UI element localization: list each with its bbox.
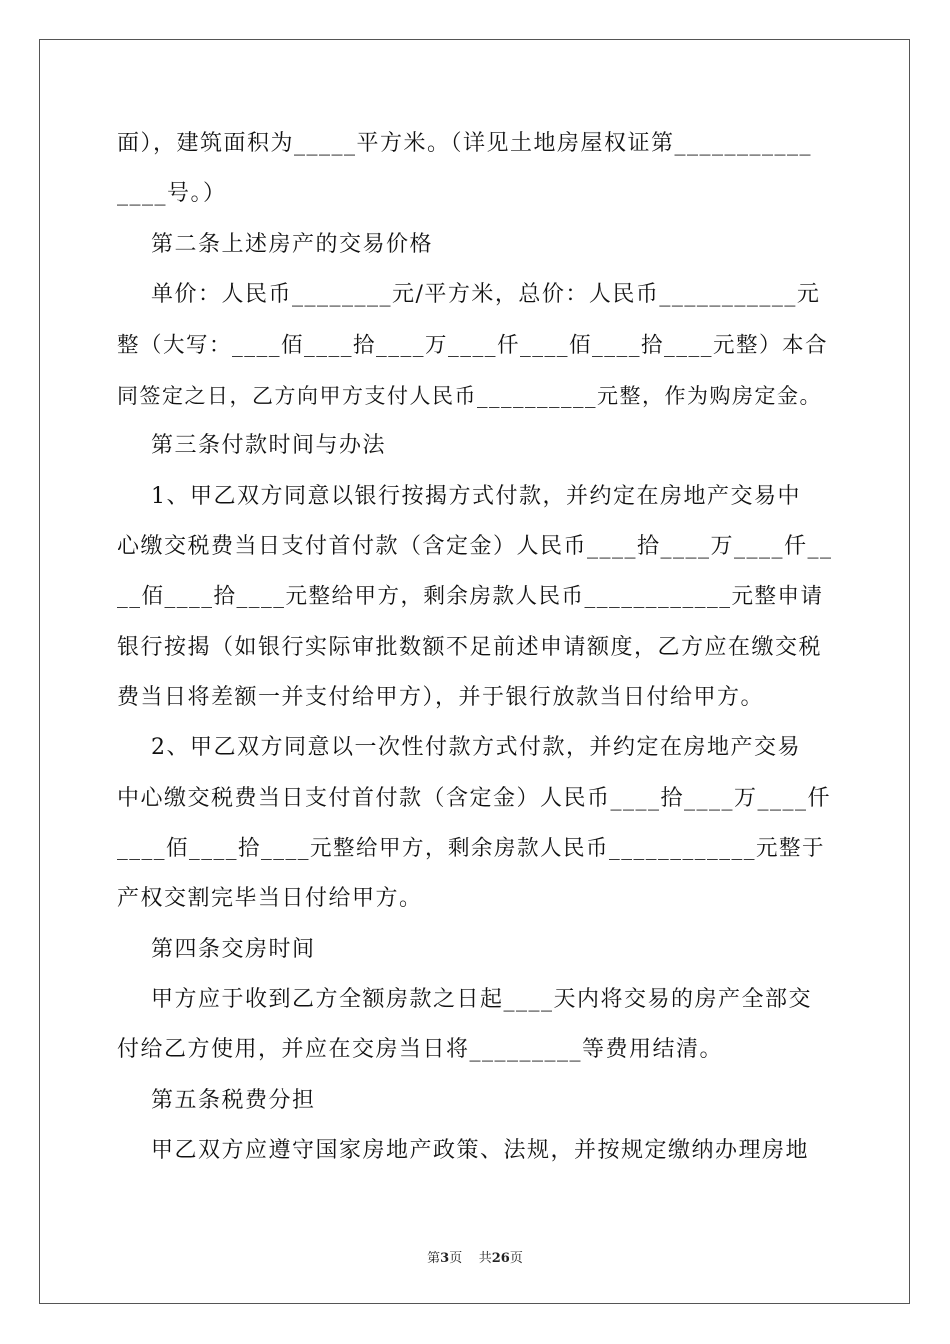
article-heading: 第二条上述房产的交易价格 (117, 232, 433, 257)
current-page-number: 3 (440, 1251, 450, 1266)
total-page-count: 26 (491, 1251, 510, 1266)
text-line: 1、甲乙双方同意以银行按揭方式付款，并约定在房地产交易中 (117, 484, 801, 509)
text-line: 中心缴交税费当日支付首付款（含定金）人民币____拾____万____仟 (117, 786, 832, 811)
text-line: 单价：人民币________元/平方米，总价：人民币___________元 (117, 282, 821, 307)
text-line: 甲乙双方应遵守国家房地产政策、法规，并按规定缴纳办理房地 (117, 1138, 809, 1163)
text-line: 产权交割完毕当日付给甲方。 (117, 886, 423, 911)
text-line: ____号。） (117, 181, 227, 206)
text-line: 同签定之日，乙方向甲方支付人民币__________元整，作为购房定金。 (117, 384, 822, 408)
page-prefix: 第 (427, 1251, 441, 1266)
text-line: 费当日将差额一并支付给甲方），并于银行放款当日付给甲方。 (117, 685, 765, 710)
page-footer (0, 1247, 950, 1266)
total-prefix: 共 (478, 1251, 492, 1266)
text-line: 银行按揭（如银行实际审批数额不足前述申请额度，乙方应在缴交税 (117, 635, 823, 660)
text-line: 心缴交税费当日支付首付款（含定金）人民币____拾____万____仟__ (117, 534, 833, 559)
article-heading: 第四条交房时间 (117, 937, 316, 962)
article-heading: 第五条税费分担 (117, 1088, 316, 1113)
page-suffix: 页 (449, 1251, 463, 1266)
article-heading: 第三条付款时间与办法 (117, 433, 386, 458)
text-line: 2、甲乙双方同意以一次性付款方式付款，并约定在房地产交易 (117, 735, 801, 760)
text-line: 整（大写：____佰____拾____万____仟____佰____拾____元整）本合 (117, 333, 829, 358)
text-line: 面），建筑面积为_____平方米。（详见土地房屋权证第___________ (117, 131, 813, 156)
text-line: 甲方应于收到乙方全额房款之日起____天内将交易的房产全部交 (117, 987, 812, 1012)
total-suffix: 页 (509, 1251, 523, 1266)
text-line: ____佰____拾____元整给甲方，剩余房款人民币____________元整于 (117, 836, 826, 861)
text-line: 付给乙方使用，并应在交房当日将_________等费用结清。 (117, 1037, 724, 1062)
text-line: __佰____拾____元整给甲方，剩余房款人民币____________元整申请 (117, 584, 824, 609)
